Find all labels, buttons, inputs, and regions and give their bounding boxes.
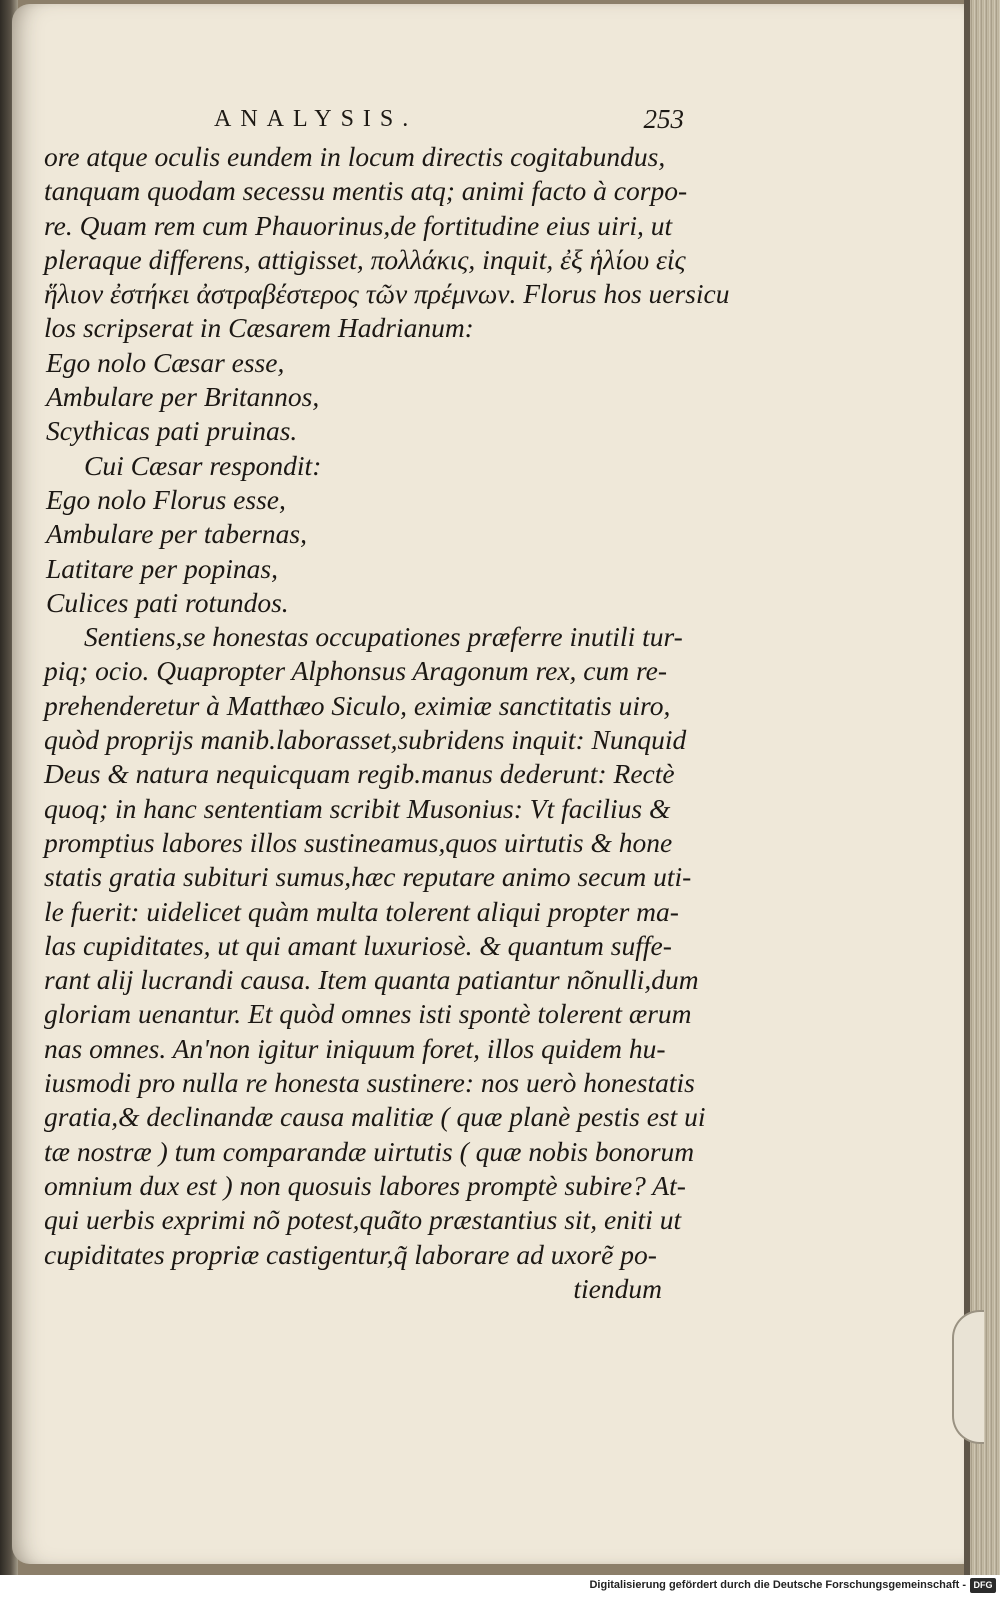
- text-line: quoq; in hanc sententiam scribit Musonius: Vt facilius &: [44, 792, 671, 824]
- text-line: los scripserat in Cæsarem Hadrianum:: [44, 312, 474, 344]
- text-line: ore atque oculis eundem in locum directis cogitabundus,: [44, 141, 666, 172]
- catchword: tiendum: [573, 1272, 662, 1304]
- text-line: quòd proprijs manib.laborasset,subridens inquit: Nunquid: [44, 724, 687, 756]
- text-line: iusmodi pro nulla re honesta sustinere: nos uerò honestatis: [44, 1067, 695, 1099]
- text-line: gloriam uenantur. Et quòd omnes isti spontè tolerent ærum: [44, 998, 692, 1030]
- text-line: gratia,& declinandæ causa malitiæ ( quæ planè pestis est ui: [44, 1101, 706, 1133]
- running-head: ANALYSIS.: [214, 106, 418, 132]
- text-line: nas omnes. An'non igitur iniquum foret, illos quidem hu-: [44, 1032, 666, 1064]
- text-line: rant alij lucrandi causa. Item quanta patiantur nõnulli,dum: [44, 964, 699, 996]
- text-line: qui uerbis exprimi nõ potest,quãto præstantius sit, eniti ut: [44, 1204, 682, 1236]
- page-number: 253: [643, 104, 684, 134]
- text-line: piq; ocio. Quapropter Alphonsus Aragonum rex, cum re-: [44, 655, 668, 687]
- text-line: Deus & natura nequicquam regib.manus dederunt: Rectè: [44, 758, 675, 790]
- text-line: omnium dux est ) non quosuis labores promptè subire? At-: [44, 1169, 686, 1201]
- text-line: cupiditates propriæ castigentur,q̃ laborare ad uxorẽ po-: [44, 1238, 657, 1270]
- verse-line: Latitare per popinas,: [46, 552, 278, 584]
- verse-line: Ambulare per tabernas,: [46, 518, 307, 550]
- verse-line: Scythicas pati pruinas.: [46, 415, 298, 447]
- funding-credit: Digitalisierung gefördert durch die Deutsche Forschungsgemeinschaft -: [589, 1579, 966, 1591]
- verse-line: Ego nolo Florus esse,: [46, 483, 286, 515]
- digitization-footer: [0, 1575, 1000, 1597]
- text-line: statis gratia subituri sumus,hæc reputare animo secum uti-: [44, 861, 692, 893]
- verse-line: Ambulare per Britannos,: [46, 381, 320, 413]
- text-line: las cupiditates, ut qui amant luxuriosè. & quantum suffe-: [44, 929, 672, 961]
- text-line: tæ nostræ ) tum comparandæ uirtutis ( quæ nobis bonorum: [44, 1135, 695, 1167]
- text-line: le fuerit: uidelicet quàm multa tolerent aliqui propter ma-: [44, 895, 679, 927]
- page-tab: [952, 1310, 984, 1444]
- text-line: prehenderetur à Matthæo Siculo, eximiæ sanctitatis uiro,: [44, 689, 671, 721]
- text-line: tanquam quodam secessu mentis atq; animi facto à corpo-: [44, 175, 688, 207]
- text-line: re. Quam rem cum Phauorinus,de fortitudine eius uiri, ut: [44, 209, 673, 241]
- verse-line: Culices pati rotundos.: [46, 586, 289, 618]
- text-line: Sentiens,se honestas occupationes præferre inutili tur-: [84, 621, 683, 653]
- text-line: pleraque differens, attigisset, πολλάκις, inquit, ἐξ ἡλίου εἰς: [44, 243, 686, 275]
- text-line: ἥλιον ἐστήκει ἀστραβέστερος τῶν πρέμνων. Florus hos uersicu: [44, 278, 730, 310]
- verse-line: Ego nolo Cæsar esse,: [46, 346, 285, 378]
- body-text: [44, 140, 730, 1306]
- text-line: Cui Cæsar respondit:: [84, 449, 322, 481]
- page-header: [214, 100, 684, 140]
- dfg-logo: DFG: [970, 1578, 996, 1593]
- text-line: promptius labores illos sustineamus,quos uirtutis & hone: [44, 826, 673, 858]
